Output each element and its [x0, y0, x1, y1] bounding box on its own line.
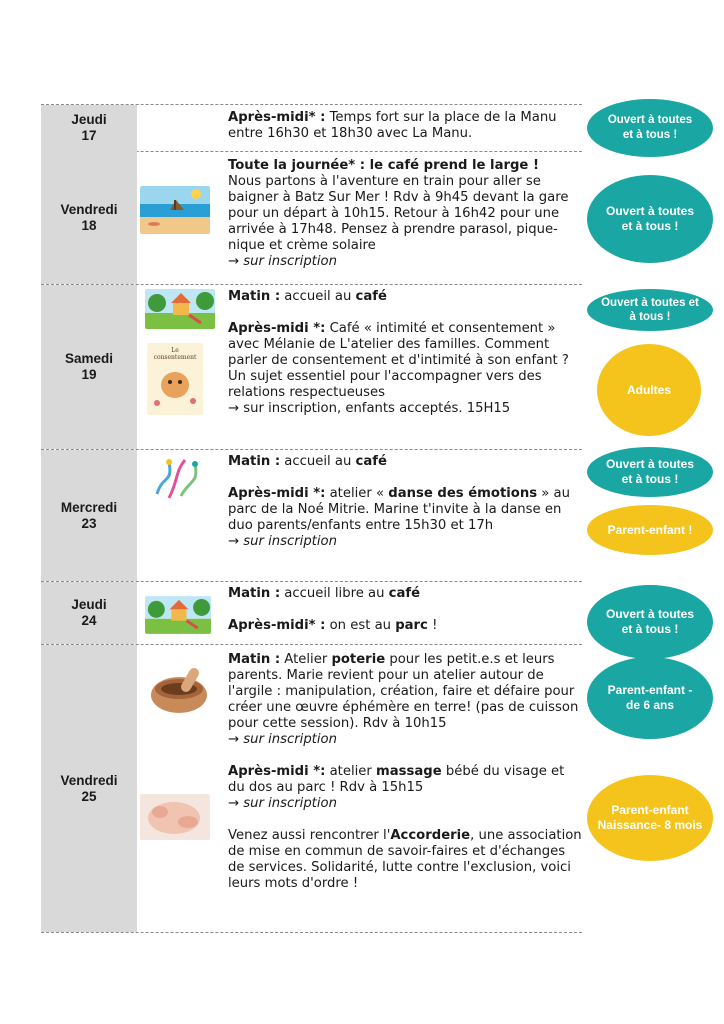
consentement-poster	[147, 343, 203, 415]
period-label: Matin :	[228, 289, 281, 304]
activity-name: poterie	[331, 652, 386, 667]
beach-illustration	[140, 186, 210, 234]
period-label: Après-midi *:	[228, 764, 326, 779]
day-date: 18	[81, 217, 97, 233]
audience-badge: Ouvert à toutes et à tous !	[587, 447, 713, 497]
day-cell	[41, 450, 137, 581]
agenda-row-jeudi-17	[41, 104, 582, 152]
accorderie-text: Venez aussi rencontrer l'Accorderie, une association de mise en commun de savoir-faires et d'échanges de services. Solidarité, lutte contre l'exclusion, voici leurs mots d'ordre !	[228, 828, 582, 891]
day-date: 25	[81, 788, 97, 804]
event-description: Matin : accueil au café Après-midi *: Café « intimité et consentement » avec Mélanie de L'atelier des familles. Comment parler de consentement et d'intimité à son enfant ? Un sujet essentiel pour l'accompagner vers des relations respectueuses → sur inscription, enfants acceptés. 15H15	[228, 289, 582, 417]
event-text: Nous partons à l'aventure en train pour aller se baigner à Batz Sur Mer ! Rdv à 9h45 devant la gare pour un départ à 10h15. Retour à 16h42 pour une arrivée à 17h48. Pensez à prendre parasol, pique-nique et crème solaire	[228, 174, 569, 253]
agenda-row-samedi-19	[41, 285, 582, 450]
day-cell	[41, 105, 137, 151]
activity-name: massage	[376, 764, 442, 779]
audience-badge: Parent-enfant !	[587, 505, 713, 555]
period-label: Matin :	[228, 586, 281, 601]
registration-note: → sur inscription	[228, 254, 337, 269]
day-cell	[41, 582, 137, 644]
day-name: Mercredi	[60, 499, 118, 515]
day-name: Vendredi	[60, 772, 118, 788]
audience-badge: Parent-enfant - de 6 ans	[587, 657, 713, 739]
event-description: Matin : accueil au café Après-midi *: atelier « danse des émotions » au parc de la Noé Mitrie. Marine t'invite à la danse en duo parents/enfants entre 15h30 et 17h → sur inscription	[228, 454, 582, 550]
registration-note: → sur inscription	[228, 796, 337, 811]
day-date: 19	[81, 367, 97, 382]
accorderie-name: Accorderie	[390, 828, 471, 843]
day-name: Samedi	[64, 351, 114, 366]
agenda-row-jeudi-24	[41, 582, 582, 645]
period-label: Après-midi *:	[228, 321, 326, 336]
event-text: Café « intimité et consentement » avec Mélanie de L'atelier des familles. Comment parler de consentement et d'intimité à son enfant ? Un sujet essentiel pour l'accompagner vers des relations respectueuses	[228, 321, 569, 400]
period-label: Après-midi* :	[228, 110, 326, 125]
day-date: 23	[81, 515, 97, 531]
playground-illustration	[145, 596, 211, 634]
period-label: Matin :	[228, 652, 281, 667]
audience-badge: Ouvert à toutes et à tous !	[587, 289, 713, 331]
event-text: Temps fort sur la place de la Manu entre 16h30 et 18h30 avec La Manu.	[228, 110, 557, 141]
poster-title: Le consentement	[153, 347, 197, 361]
period-label: Après-midi *:	[228, 486, 326, 501]
event-description	[228, 158, 582, 270]
period-label: Après-midi* :	[228, 618, 326, 633]
registration-note: → sur inscription, enfants acceptés. 15H15	[228, 401, 511, 416]
dancing-ribbons	[149, 454, 205, 504]
period-label: Matin :	[228, 454, 281, 469]
agenda-row-vendredi-25	[41, 645, 582, 933]
day-date: 24	[81, 613, 97, 628]
registration-note: → sur inscription	[228, 534, 337, 549]
day-name: Vendredi	[60, 201, 118, 217]
day-name: Jeudi	[71, 597, 107, 612]
agenda-row-mercredi-23	[41, 450, 582, 582]
activity-name: danse des émotions	[388, 486, 538, 501]
event-description: Matin : Atelier poterie pour les petit.e.s et leurs parents. Marie revient pour un atelier autour de l'argile : manipulation, création, faire et défaire pour créer une œuvre éphémère en terre! (pas de cuisson pour cette session). Rdv à 10h15 → sur inscription Après-midi *: atelier massage bébé du visage et du dos au parc ! Rdv à 15h15 → sur inscription Venez aussi rencontrer l'Accorderie, une association de mise en commun de savoir-faires et d'échanges de services. Solidarité, lutte contre l'exclusion, voici leurs mots d'ordre !	[228, 652, 582, 891]
event-title: Toute la journée* : le café prend le large !	[228, 158, 539, 173]
audience-badge: Adultes	[597, 344, 701, 436]
day-cell	[41, 151, 137, 284]
day-name: Jeudi	[71, 112, 107, 127]
pottery-bowl	[145, 663, 215, 719]
day-date: 17	[81, 128, 97, 143]
event-description: Matin : accueil libre au café Après-midi* : on est au parc !	[228, 586, 438, 633]
audience-badge: Ouvert à toutes et à tous !	[587, 175, 713, 263]
baby-massage	[140, 794, 210, 840]
audience-badge: Parent-enfant Naissance- 8 mois	[587, 775, 713, 861]
playground-illustration	[145, 289, 215, 329]
day-cell	[41, 645, 137, 932]
registration-note: → sur inscription	[228, 732, 337, 747]
audience-badge: Ouvert à toutes et à tous !	[587, 99, 713, 157]
day-cell	[41, 285, 137, 449]
event-description	[228, 110, 582, 142]
audience-badge: Ouvert à toutes et à tous !	[587, 585, 713, 659]
agenda-row-vendredi-18	[41, 151, 582, 285]
